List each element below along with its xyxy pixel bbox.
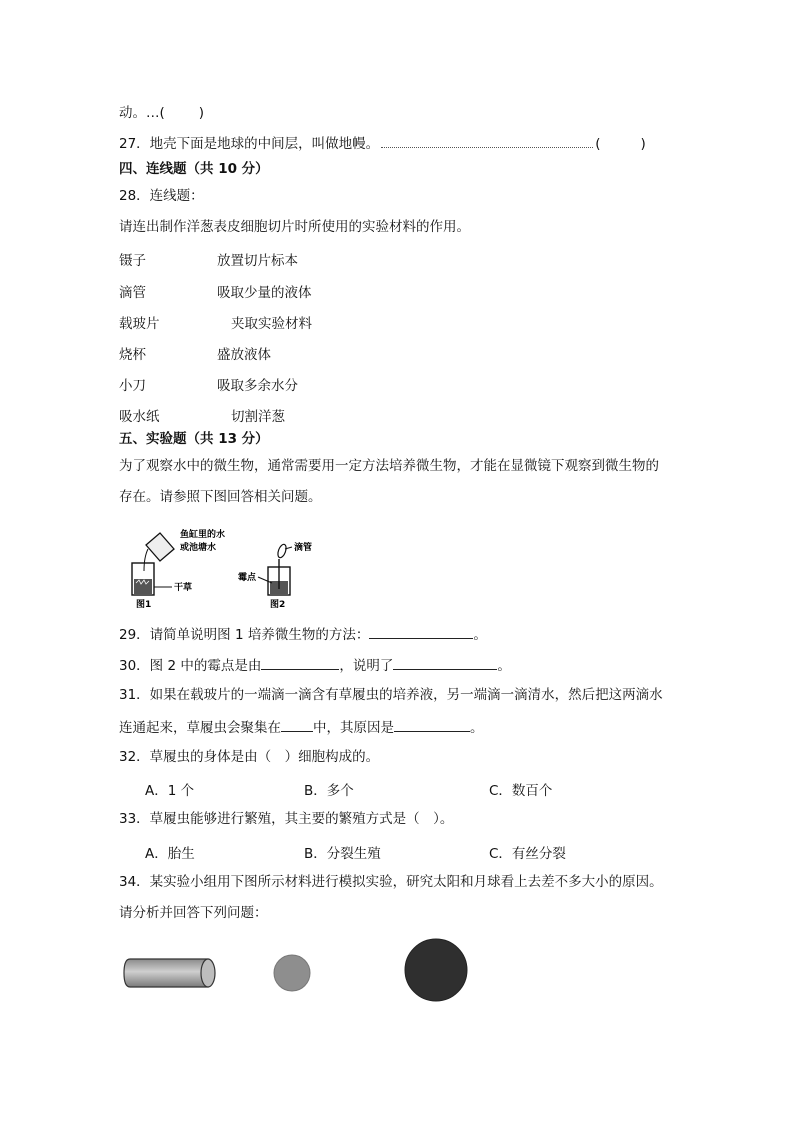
label-fig1: 图1 [136,600,152,610]
q31-line2a: 连通起来，草履虫会聚集在 [119,720,281,736]
q27-paren-open: ( [595,136,601,152]
question-33: 33．草履虫能够进行繁殖，其主要的繁殖方式是（ ）。 [119,811,454,827]
match-right-item[interactable]: 夹取实验材料 [231,316,312,332]
q29-text: 29．请简单说明图 1 培养微生物的方法： [119,627,370,643]
paper-tube [124,959,215,987]
q32-option-b[interactable]: B．多个 [304,783,354,799]
large-ball [405,939,467,1001]
dropper-bulb [276,543,287,559]
match-left-item[interactable]: 吸水纸 [119,409,160,425]
label-water2: 或池塘水 [180,543,217,553]
q26-tail-close: ) [198,105,205,121]
match-right-item[interactable]: 放置切片标本 [217,253,298,269]
q26-tail [119,104,204,122]
dot-leader [381,135,593,148]
answer-blank[interactable] [393,655,497,670]
question-32: 32．草履虫的身体是由（ ）细胞构成的。 [119,749,380,765]
match-right-item[interactable]: 盛放液体 [217,347,271,363]
q33-option-b[interactable]: B．分裂生殖 [304,846,381,862]
question-27 [119,135,646,153]
q29-end: 。 [473,627,487,643]
q34-materials-figure [120,935,480,1005]
match-left-item[interactable]: 小刀 [119,378,146,394]
label-fig2: 图2 [270,600,286,610]
q28-instruction: 请连出制作洋葱表皮细胞切片时所使用的实验材料的作用。 [119,219,470,235]
question-31-line1: 31．如果在载玻片的一端滴一滴含有草履虫的培养液，另一端滴一滴清水，然后把这两滴水 [119,687,663,703]
figure-1 [132,528,225,610]
question-34-line2: 请分析并回答下列问题： [119,905,268,921]
q26-tail-text: 动。…( [119,105,165,121]
q27-text: 27．地壳下面是地球的中间层，叫做地幔。 [119,136,380,152]
answer-blank[interactable] [369,624,473,639]
question-34-line1: 34．某实验小组用下图所示材料进行模拟实验，研究太阳和月球看上去差不多大小的原因。 [119,874,663,890]
match-right-item[interactable]: 吸取多余水分 [217,378,298,394]
q31-line2c: 。 [470,720,484,736]
match-right-item[interactable]: 吸取少量的液体 [217,285,312,301]
q32-option-a[interactable]: A．1 个 [145,783,195,799]
answer-blank[interactable] [281,717,313,732]
section-5-title: 五、实验题（共 13 分） [119,431,269,447]
question-30 [119,655,511,675]
pouring-jar [146,533,174,561]
q30-text1: 30．图 2 中的霉点是由 [119,658,262,674]
match-left-item[interactable]: 滴管 [119,285,146,301]
match-left-item[interactable]: 镊子 [119,253,146,269]
section-5-intro-line1: 为了观察水中的微生物，通常需要用一定方法培养微生物，才能在显微镜下观察到微生物的 [119,458,659,474]
label-dropper: 滴管 [294,543,313,553]
q31-line2b: 中，其原因是 [313,720,394,736]
match-right-item[interactable]: 切割洋葱 [231,409,285,425]
q32-option-c[interactable]: C．数百个 [489,783,553,799]
label-water: 鱼缸里的水 [180,530,226,540]
answer-blank[interactable] [394,717,470,732]
q28-number: 28．连线题： [119,188,204,204]
answer-blank[interactable] [261,655,339,670]
match-left-item[interactable]: 烧杯 [119,347,146,363]
figure-2 [238,541,312,610]
q33-option-a[interactable]: A．胎生 [145,846,195,862]
q30-text2: ，说明了 [339,658,394,674]
label-grass: 干草 [174,583,193,593]
q33-option-c[interactable]: C．有丝分裂 [489,846,566,862]
small-ball [274,955,310,991]
question-31-line2 [119,717,484,737]
section-4-title: 四、连线题（共 10 分） [119,161,269,177]
question-29 [119,624,487,644]
match-left-item[interactable]: 载玻片 [119,316,160,332]
q27-paren-close: ) [640,136,646,152]
q30-end: 。 [497,658,511,674]
culture-figure [124,523,334,611]
water-stream [144,549,148,571]
label-mold: 霉点 [238,573,257,583]
section-5-intro-line2: 存在。请参照下图回答相关问题。 [119,489,322,505]
